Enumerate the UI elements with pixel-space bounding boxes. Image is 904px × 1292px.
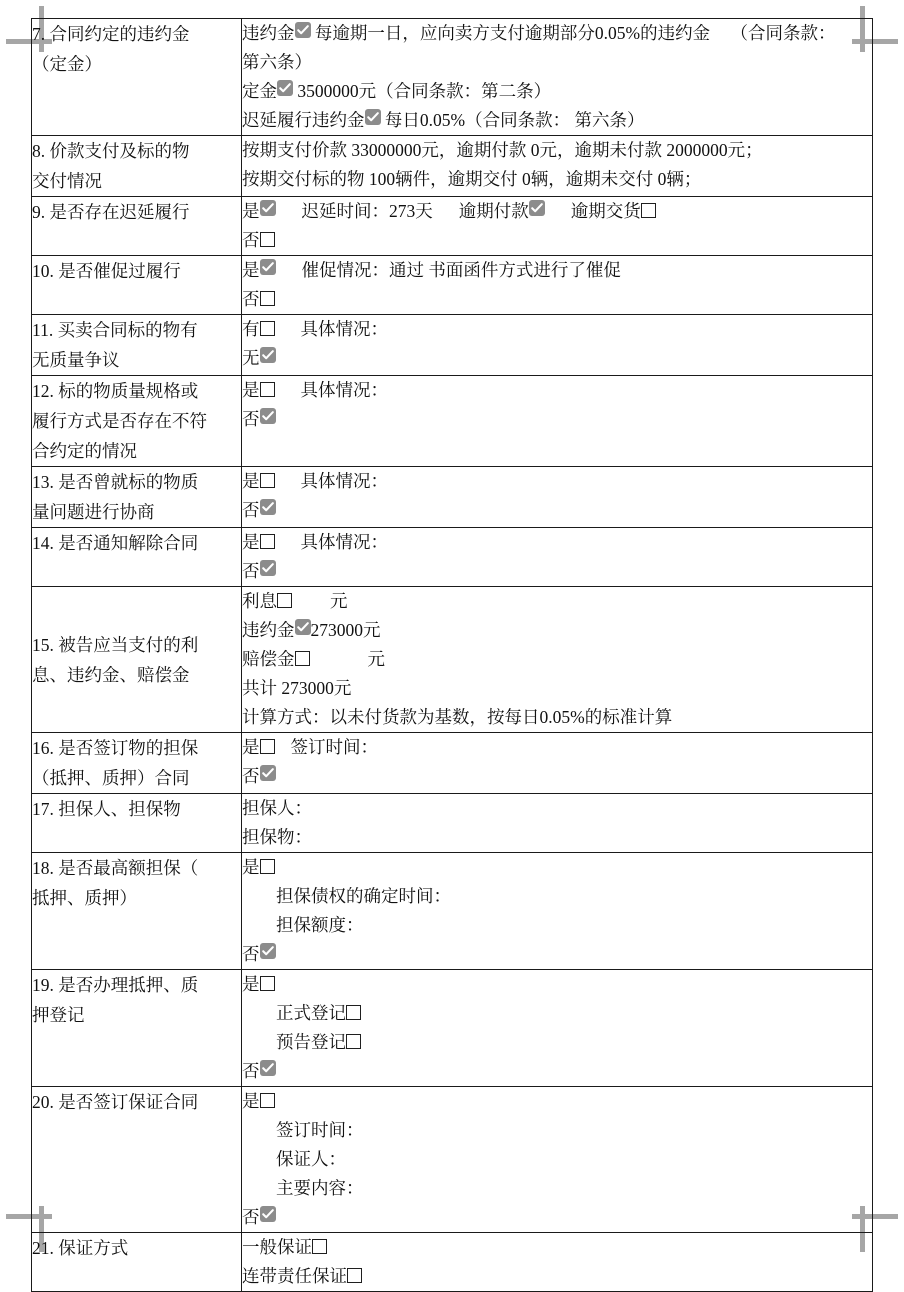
row-label-cell — [32, 1233, 242, 1292]
row-label-cell — [32, 467, 242, 528]
value-text: 担保额度： — [276, 915, 364, 935]
row-label-line: 7. 合同约定的违约金 — [32, 24, 190, 44]
row-label-cell — [32, 733, 242, 794]
table-row — [32, 528, 873, 587]
table-row — [32, 970, 873, 1087]
row-value-line — [242, 19, 872, 48]
value-text: 是 — [242, 380, 260, 400]
row-label-line: 息、违约金、赔偿金 — [32, 664, 190, 685]
row-value-cell — [242, 197, 873, 256]
value-text: 签订时间： — [290, 737, 378, 757]
table-row — [32, 733, 873, 794]
checkbox-checked-icon[interactable] — [365, 109, 381, 125]
checkbox-empty-icon[interactable] — [260, 534, 275, 549]
row-label-line: 量问题进行协商 — [32, 502, 155, 522]
row-label-line: 无质量争议 — [32, 350, 120, 370]
value-text: 连带责任保证 — [242, 1266, 347, 1286]
row-value-line — [242, 823, 872, 852]
row-value-line — [242, 1203, 872, 1232]
value-text: 违约金 — [242, 23, 295, 43]
table-row — [32, 467, 873, 528]
value-text: 共计 273000元 — [242, 678, 352, 698]
value-text: 每逾期一日，应向卖方支付逾期部分0.05%的违约金 — [310, 23, 715, 43]
row-value-cell — [242, 853, 873, 970]
value-text: 是 — [242, 1091, 260, 1111]
value-text: 是 — [242, 260, 260, 280]
row-value-cell — [242, 1233, 873, 1292]
row-label-cell — [32, 587, 242, 733]
table-row — [32, 853, 873, 970]
value-text: 否 — [242, 766, 260, 786]
row-value-line — [242, 256, 872, 285]
checkbox-empty-icon[interactable] — [260, 976, 275, 991]
value-text: 否 — [242, 561, 260, 581]
row-value-cell — [242, 19, 873, 136]
row-value-cell — [242, 733, 873, 794]
table-row — [32, 19, 873, 136]
row-label-line: 19. 是否办理抵押、质 — [32, 975, 199, 995]
value-text: 具体情况： — [300, 532, 388, 552]
value-text: 第六条） — [242, 52, 312, 72]
value-text: 否 — [242, 230, 260, 250]
checkbox-checked-icon[interactable] — [277, 80, 293, 96]
table-row — [32, 197, 873, 256]
value-text: 具体情况： — [300, 380, 388, 400]
row-label-line: 11. 买卖合同标的物有 — [32, 320, 198, 340]
value-text: 是 — [242, 974, 260, 994]
row-value-line — [242, 557, 872, 586]
value-text: 是 — [242, 201, 260, 221]
value-text: 每日0.05%（合同条款： 第六条） — [380, 110, 645, 130]
row-value-line — [242, 48, 872, 77]
row-value-line — [242, 315, 872, 344]
table-row — [32, 315, 873, 376]
value-text: 元 — [367, 649, 385, 669]
value-text: 元 — [330, 591, 348, 611]
checkbox-checked-icon[interactable] — [260, 408, 276, 424]
row-label-line: 20. 是否签订保证合同 — [32, 1092, 199, 1112]
row-label-line: 18. 是否最高额担保（ — [32, 858, 199, 878]
row-value-line — [242, 496, 872, 525]
checkbox-empty-icon[interactable] — [312, 1239, 327, 1254]
checkbox-checked-icon[interactable] — [260, 943, 276, 959]
row-label-line: 13. 是否曾就标的物质 — [32, 472, 199, 492]
checkbox-checked-icon[interactable] — [260, 200, 276, 216]
row-label-cell — [32, 256, 242, 315]
value-text: 担保物： — [242, 827, 312, 847]
row-label-line: 15. 被告应当支付的利 — [32, 634, 199, 655]
value-text: 是 — [242, 737, 260, 757]
row-label-cell — [32, 853, 242, 970]
value-text: 3500000元（合同条款：第二条） — [293, 81, 552, 101]
row-value-line — [242, 882, 872, 911]
checkbox-empty-icon[interactable] — [260, 232, 275, 247]
checkbox-checked-icon[interactable] — [295, 619, 311, 635]
row-label-line: 21. 保证方式 — [32, 1238, 129, 1258]
row-value-line — [242, 999, 872, 1028]
row-value-cell — [242, 970, 873, 1087]
row-value-line — [242, 940, 872, 969]
row-value-line — [242, 285, 872, 314]
checkbox-empty-icon[interactable] — [260, 321, 275, 336]
checkbox-empty-icon[interactable] — [277, 593, 292, 608]
value-text: 一般保证 — [242, 1237, 312, 1257]
row-value-line — [242, 587, 872, 616]
value-text: 逾期交货 — [570, 201, 641, 221]
row-label-line: 履行方式是否存在不符 — [32, 411, 207, 431]
table-row — [32, 794, 873, 853]
checkbox-checked-icon[interactable] — [260, 347, 276, 363]
checkbox-checked-icon[interactable] — [260, 765, 276, 781]
row-label-line: （定金） — [32, 54, 102, 74]
value-text: 否 — [242, 409, 260, 429]
row-label-line: 押登记 — [32, 1005, 85, 1025]
value-text: 按期支付价款 33000000元，逾期付款 0元，逾期未付款 2000000元； — [242, 140, 763, 160]
checkbox-empty-icon[interactable] — [260, 382, 275, 397]
case-fact-checklist-table — [31, 18, 873, 1292]
document-page — [31, 18, 873, 1292]
row-value-line — [242, 77, 872, 106]
checkbox-empty-icon[interactable] — [641, 203, 656, 218]
row-value-cell — [242, 528, 873, 587]
value-text: 无 — [242, 348, 260, 368]
row-value-line — [242, 165, 872, 194]
row-value-line — [242, 1145, 872, 1174]
row-value-line — [242, 853, 872, 882]
row-value-line — [242, 970, 872, 999]
row-value-line — [242, 645, 872, 674]
row-value-line — [242, 616, 872, 645]
value-text: 担保债权的确定时间： — [276, 886, 451, 906]
row-value-cell — [242, 587, 873, 733]
value-text: 具体情况： — [300, 471, 388, 491]
table-row — [32, 376, 873, 467]
value-text: 保证人： — [276, 1149, 346, 1169]
value-text: 具体情况： — [300, 319, 388, 339]
row-value-line — [242, 794, 872, 823]
value-text: 否 — [242, 944, 260, 964]
value-text: 逾期付款 — [458, 201, 529, 221]
checkbox-empty-icon[interactable] — [260, 473, 275, 488]
row-value-line — [242, 528, 872, 557]
row-value-line — [242, 911, 872, 940]
checkbox-empty-icon[interactable] — [260, 739, 275, 754]
row-value-cell — [242, 1087, 873, 1233]
row-value-line — [242, 1028, 872, 1057]
value-text: 计算方式：以未付货款为基数，按每日0.05%的标准计算 — [242, 707, 673, 727]
checkbox-checked-icon[interactable] — [260, 499, 276, 515]
row-value-line — [242, 376, 872, 405]
row-value-line — [242, 733, 872, 762]
table-row — [32, 1087, 873, 1233]
row-value-line — [242, 703, 872, 732]
value-text: 否 — [242, 1207, 260, 1227]
row-value-line — [242, 674, 872, 703]
row-label-cell — [32, 528, 242, 587]
checkbox-checked-icon[interactable] — [295, 22, 311, 38]
row-value-cell — [242, 467, 873, 528]
value-text: 迟延时间：273天 — [301, 201, 433, 221]
value-text: 预告登记 — [276, 1032, 346, 1052]
value-text: 否 — [242, 1061, 260, 1081]
row-value-cell — [242, 376, 873, 467]
row-value-line — [242, 1087, 872, 1116]
row-value-line — [242, 467, 872, 496]
value-text: 主要内容： — [276, 1178, 364, 1198]
value-text: 否 — [242, 500, 260, 520]
table-row — [32, 587, 873, 733]
value-text: 是 — [242, 471, 260, 491]
value-text: 否 — [242, 289, 260, 309]
value-text: 定金 — [242, 81, 277, 101]
checkbox-empty-icon[interactable] — [346, 1034, 361, 1049]
checkbox-checked-icon[interactable] — [260, 259, 276, 275]
row-value-cell — [242, 315, 873, 376]
value-text: 赔偿金 — [242, 649, 295, 669]
value-text: 按期交付标的物 100辆件，逾期交付 0辆，逾期未交付 0辆； — [242, 169, 702, 189]
row-label-cell — [32, 376, 242, 467]
row-label-cell — [32, 136, 242, 197]
checkbox-empty-icon[interactable] — [260, 291, 275, 306]
checkbox-empty-icon[interactable] — [295, 651, 310, 666]
value-text: 利息 — [242, 591, 277, 611]
row-label-cell — [32, 315, 242, 376]
table-row — [32, 256, 873, 315]
row-label-line: 合约定的情况 — [32, 441, 137, 461]
row-label-cell — [32, 19, 242, 136]
row-value-line — [242, 197, 872, 226]
value-text: 是 — [242, 857, 260, 877]
checkbox-checked-icon[interactable] — [260, 1206, 276, 1222]
row-label-line: 8. 价款支付及标的物 — [32, 141, 190, 161]
row-label-line: 12. 标的物质量规格或 — [32, 381, 199, 401]
row-value-line — [242, 1262, 872, 1291]
row-label-cell — [32, 970, 242, 1087]
row-value-cell — [242, 794, 873, 853]
row-label-line: 9. 是否存在迟延履行 — [32, 202, 190, 222]
value-text: 迟延履行违约金 — [242, 110, 365, 130]
row-label-cell — [32, 197, 242, 256]
value-text: 正式登记 — [276, 1003, 346, 1023]
checkbox-checked-icon[interactable] — [260, 560, 276, 576]
row-label-line: （抵押、质押）合同 — [32, 768, 190, 788]
checkbox-empty-icon[interactable] — [260, 1093, 275, 1108]
value-text: （合同条款： — [730, 23, 836, 43]
value-text: 签订时间： — [276, 1120, 364, 1140]
row-value-cell — [242, 136, 873, 197]
row-value-line — [242, 344, 872, 373]
row-value-line — [242, 106, 872, 135]
row-value-line — [242, 1057, 872, 1086]
row-value-line — [242, 226, 872, 255]
row-label-cell — [32, 794, 242, 853]
row-value-line — [242, 1174, 872, 1203]
value-text: 是 — [242, 532, 260, 552]
row-value-line — [242, 405, 872, 434]
checkbox-empty-icon[interactable] — [260, 859, 275, 874]
row-value-line — [242, 1116, 872, 1145]
value-text: 273000元 — [310, 620, 381, 640]
checkbox-checked-icon[interactable] — [529, 200, 545, 216]
row-value-line — [242, 762, 872, 791]
row-label-line: 10. 是否催促过履行 — [32, 261, 181, 281]
row-label-line: 交付情况 — [32, 171, 102, 191]
row-label-line: 16. 是否签订物的担保 — [32, 738, 199, 758]
row-value-line — [242, 136, 872, 165]
table-row — [32, 1233, 873, 1292]
row-label-cell — [32, 1087, 242, 1233]
row-label-line: 17. 担保人、担保物 — [32, 799, 181, 819]
value-text: 违约金 — [242, 620, 295, 640]
row-value-cell — [242, 256, 873, 315]
row-label-line: 抵押、质押） — [32, 888, 137, 908]
row-label-line: 14. 是否通知解除合同 — [32, 533, 199, 553]
table-row — [32, 136, 873, 197]
value-text: 催促情况：通过 书面函件方式进行了催促 — [301, 260, 621, 280]
checkbox-empty-icon[interactable] — [347, 1268, 362, 1283]
checkbox-empty-icon[interactable] — [346, 1005, 361, 1020]
checkbox-checked-icon[interactable] — [260, 1060, 276, 1076]
value-text: 有 — [242, 319, 260, 339]
value-text: 担保人： — [242, 798, 312, 818]
